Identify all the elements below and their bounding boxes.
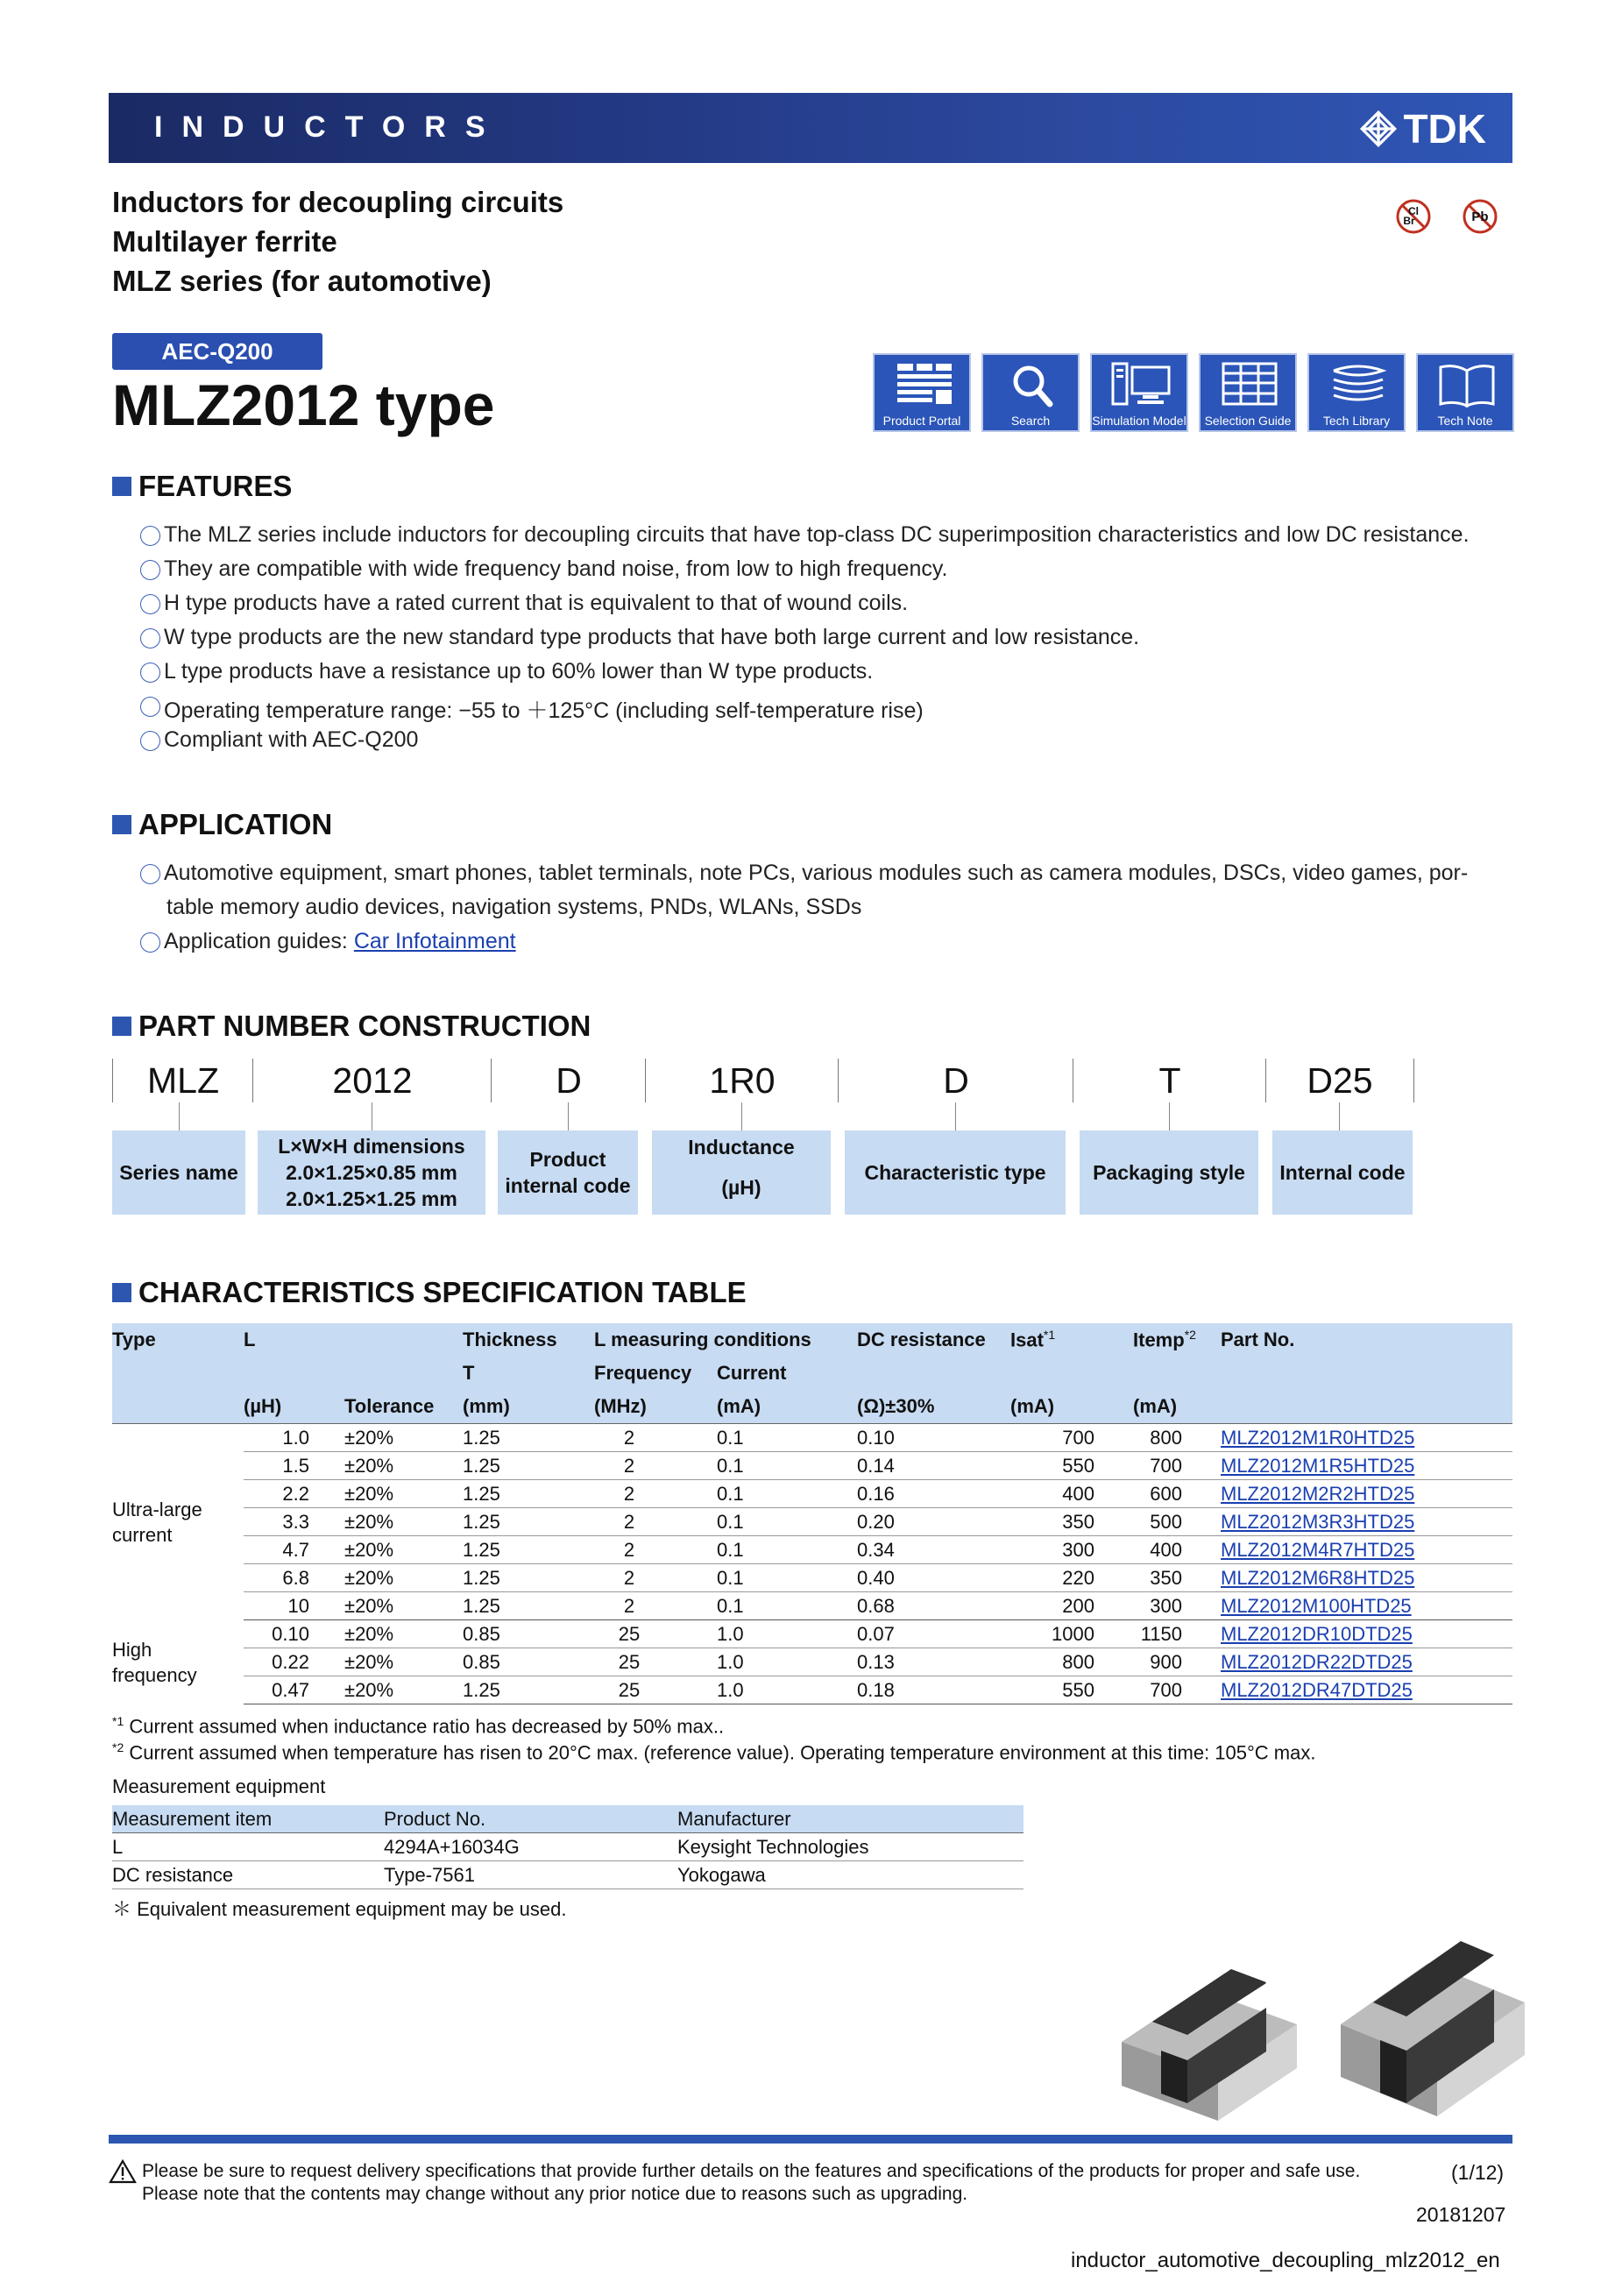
spec-table-heading-text: CHARACTERISTICS SPECIFICATION TABLE [138,1276,747,1308]
unit-mm: (mm) [463,1390,594,1424]
pn-connector [568,1102,569,1130]
cell-part-number [1221,1508,1512,1536]
pn-code-packaging: T [1073,1059,1266,1102]
cell-isat: 300 [1010,1536,1116,1564]
cell-inductance: 1.0 [244,1424,344,1452]
cell-current: 0.1 [717,1536,857,1564]
measurement-note: ＊ Equivalent measurement equipment may be used. [112,1898,567,1920]
product-portal-label: Product Portal [882,414,961,428]
circle-bullet-icon [140,628,160,648]
cell-dc-resistance: 0.16 [857,1480,1010,1508]
itemp-sup: *2 [1184,1328,1196,1343]
header-blank [857,1357,1010,1390]
cell-itemp: 600 [1116,1480,1221,1508]
selection-guide-label: Selection Guide [1204,414,1292,428]
application-text: Automotive equipment, smart phones, tablet terminals, note PCs, various modules such as camera modules, DSCs, video games, por- [164,861,1469,885]
header-blank [112,1357,244,1390]
cell-frequency: 2 [594,1452,717,1480]
footnote-text: Current assumed when inductance ratio has decreased by 50% max.. [129,1715,725,1738]
part-number-link[interactable]: MLZ2012M4R7HTD25 [1221,1538,1415,1561]
spec-body [112,1424,1512,1704]
header-isat [1010,1323,1116,1357]
cell-itemp: 500 [1116,1508,1221,1536]
cell-tolerance: ±20% [344,1620,463,1648]
m-product: 4294A+16034G [384,1833,677,1861]
book-icon [1435,360,1498,411]
cell-thickness: 1.25 [463,1508,594,1536]
cell-dc-resistance: 0.34 [857,1536,1010,1564]
cell-inductance: 0.10 [244,1620,344,1648]
cell-itemp: 400 [1116,1536,1221,1564]
cell-part-number [1221,1620,1512,1648]
pn-label-text: internal code [505,1174,631,1197]
pn-label-product [498,1130,638,1215]
feature-item [140,625,1139,650]
cell-tolerance: ±20% [344,1480,463,1508]
cell-thickness: 1.25 [463,1452,594,1480]
cell-frequency: 25 [594,1676,717,1704]
m-product: Type-7561 [384,1861,677,1889]
selection-guide-button[interactable] [1199,353,1297,432]
feature-text: Compliant with AEC-Q200 [164,727,419,752]
cell-current: 0.1 [717,1452,857,1480]
inductor-chip-images [1113,1937,1542,2129]
subtitle-2: Multilayer ferrite [112,225,337,258]
itemp-label: Itemp [1133,1329,1185,1351]
cell-isat: 220 [1010,1564,1116,1592]
chip-image-high [1341,1941,1525,2116]
type-group: Ultra-large current [112,1498,202,1546]
isat-sup: *1 [1043,1328,1056,1343]
part-number-link[interactable]: MLZ2012DR47DTD25 [1221,1678,1413,1701]
feature-text: Operating temperature range: −55 to ＋125°C (including self-temperature rise) [164,698,924,723]
header-lmc: L measuring conditions [594,1323,857,1357]
cell-isat: 1000 [1010,1620,1116,1648]
cell-dc-resistance: 0.13 [857,1648,1010,1676]
cell-isat: 550 [1010,1676,1116,1704]
feature-text: L type products have a resistance up to 60% lower than W type products. [164,659,874,684]
cell-dc-resistance: 0.14 [857,1452,1010,1480]
cell-tolerance: ±20% [344,1508,463,1536]
cell-frequency: 2 [594,1564,717,1592]
part-number-link[interactable]: MLZ2012M1R0HTD25 [1221,1426,1415,1449]
pn-label-text: Inductance [688,1136,795,1159]
cell-isat: 700 [1010,1424,1116,1452]
svg-text:Cl: Cl [1408,205,1419,217]
tdk-logo [1359,105,1486,152]
header-t: T [463,1357,594,1390]
cell-dc-resistance: 0.20 [857,1508,1010,1536]
cell-frequency: 2 [594,1508,717,1536]
m-manufacturer: Keysight Technologies [677,1833,1023,1861]
cell-current: 0.1 [717,1508,857,1536]
subtitle-1: Inductors for decoupling circuits [112,186,564,218]
part-number-link[interactable]: MLZ2012DR10DTD25 [1221,1622,1413,1645]
m-item: L [112,1833,384,1861]
application-heading-text: APPLICATION [138,808,333,840]
section-marker-icon [112,1017,131,1036]
pn-connector [179,1102,180,1130]
unit-blank [112,1390,244,1424]
cell-part-number [1221,1536,1512,1564]
cell-part-number [1221,1592,1512,1620]
part-number-link[interactable]: MLZ2012M1R5HTD25 [1221,1454,1415,1477]
circle-bullet-icon [140,526,160,546]
unit-isat: (mA) [1010,1390,1116,1424]
unit-tolerance: Tolerance [344,1390,463,1424]
cell-thickness: 1.25 [463,1676,594,1704]
feature-item [140,556,947,582]
pn-label-text: 2.0×1.25×1.25 mm [286,1187,457,1210]
m-header-product: Product No. [384,1805,677,1833]
cell-isat: 200 [1010,1592,1116,1620]
cell-itemp: 350 [1116,1564,1221,1592]
m-header-item: Measurement item [112,1805,384,1833]
unit-itemp: (mA) [1116,1390,1221,1424]
cell-frequency: 25 [594,1620,717,1648]
header-thickness: Thickness [463,1323,594,1357]
tdk-emblem-icon [1359,110,1398,148]
cell-itemp: 1150 [1116,1620,1221,1648]
part-number-link[interactable]: MLZ2012M3R3HTD25 [1221,1510,1415,1533]
pn-label-text: Internal code [1279,1161,1406,1184]
table-row [112,1861,1023,1889]
product-portal-button[interactable] [873,353,971,432]
simulation-model-button[interactable] [1090,353,1188,432]
cell-dc-resistance: 0.10 [857,1424,1010,1452]
cell-part-number [1221,1452,1512,1480]
measurement-table [112,1805,1023,1889]
section-marker-icon [112,477,131,496]
tdk-logo-text: TDK [1403,106,1486,152]
cell-tolerance: ±20% [344,1452,463,1480]
header-blank [244,1357,344,1390]
car-infotainment-link[interactable]: Car Infotainment [353,929,516,953]
search-label: Search [1010,414,1051,428]
cell-tolerance: ±20% [344,1676,463,1704]
footer-warning-2: Please note that the contents may change without any prior notice due to reasons such as upgrading. [142,2184,968,2204]
unit-ohm: (Ω)±30% [857,1390,1010,1424]
cell-inductance: 4.7 [244,1536,344,1564]
part-number-link[interactable]: MLZ2012M6R8HTD25 [1221,1566,1415,1589]
pn-label-text: Characteristic type [864,1161,1046,1184]
pn-connector [741,1102,742,1130]
header-part: Part No. [1221,1323,1512,1357]
table-row [112,1536,1512,1564]
type-group: High frequency [112,1638,197,1686]
circle-bullet-icon [140,731,160,751]
header-type: Type [112,1323,244,1357]
chip-image-low [1122,1969,1297,2121]
cell-dc-resistance: 0.18 [857,1676,1010,1704]
section-marker-icon [112,1283,131,1302]
feature-text: They are compatible with wide frequency band noise, from low to high frequency. [164,556,948,581]
application-item [140,861,1468,886]
cell-current: 1.0 [717,1648,857,1676]
table-row [112,1424,1512,1452]
document-date: 20181207 [1416,2203,1506,2226]
feature-text: H type products have a rated current that is equivalent to that of wound coils. [164,591,909,615]
cell-dc-resistance: 0.07 [857,1620,1010,1648]
cell-current: 0.1 [717,1480,857,1508]
section-marker-icon [112,815,131,834]
cell-tolerance: ±20% [344,1564,463,1592]
pn-label-text: Product [529,1148,606,1171]
part-number-heading-text: PART NUMBER CONSTRUCTION [138,1010,591,1042]
cell-isat: 550 [1010,1452,1116,1480]
unit-l: (µH) [244,1390,344,1424]
pn-code-dimensions: 2012 [252,1059,492,1102]
cell-inductance: 1.5 [244,1452,344,1480]
table-row [112,1564,1512,1592]
application-heading [112,808,332,841]
cell-part-number [1221,1676,1512,1704]
cell-inductance: 0.22 [244,1648,344,1676]
pn-label-inductance [652,1130,831,1215]
circle-bullet-icon [140,697,160,717]
measurement-header-row [112,1805,1023,1833]
pn-label-dimensions [258,1130,485,1215]
tech-note-button[interactable] [1416,353,1514,432]
subtitle-3: MLZ series (for automotive) [112,265,492,297]
cell-isat: 400 [1010,1480,1116,1508]
cell-frequency: 2 [594,1480,717,1508]
halogen-free-icon [1395,198,1432,235]
cell-thickness: 1.25 [463,1592,594,1620]
m-header-manufacturer: Manufacturer [677,1805,1023,1833]
cell-inductance: 0.47 [244,1676,344,1704]
cell-tolerance: ±20% [344,1424,463,1452]
cell-inductance: 10 [244,1592,344,1620]
section-title: INDUCTORS [154,110,505,144]
pn-connector [1169,1102,1170,1130]
header-blank [344,1357,463,1390]
cell-isat: 800 [1010,1648,1116,1676]
feature-item [140,522,1470,548]
header-current: Current [717,1357,857,1390]
feature-item [140,659,873,684]
table-row [112,1508,1512,1536]
pn-label-text: 2.0×1.25×0.85 mm [286,1161,457,1184]
cell-current: 0.1 [717,1424,857,1452]
cell-dc-resistance: 0.68 [857,1592,1010,1620]
spec-unit-row [112,1390,1512,1424]
page-title: MLZ2012 type [112,372,495,437]
cell-current: 0.1 [717,1564,857,1592]
feature-item [140,693,924,725]
pn-label-packaging [1080,1130,1258,1215]
pn-label-text: Series name [119,1161,238,1184]
circle-bullet-icon [140,864,160,884]
cell-thickness: 1.25 [463,1480,594,1508]
cell-itemp: 700 [1116,1676,1221,1704]
search-button[interactable] [981,353,1080,432]
pn-label-characteristic [845,1130,1066,1215]
grid-icon [1218,360,1281,411]
table-row [112,1452,1512,1480]
tech-note-label: Tech Note [1437,414,1493,428]
pn-connector [1339,1102,1340,1130]
page-number: (1/12) [1451,2161,1505,2184]
pn-connector [955,1102,956,1130]
part-number-heading [112,1010,591,1043]
cell-inductance: 2.2 [244,1480,344,1508]
header-blank [1221,1357,1512,1390]
application-guide [140,929,516,954]
cell-part-number [1221,1564,1512,1592]
application-guide-label: Application guides: [164,929,354,953]
feature-item [140,591,908,616]
feature-text: The MLZ series include inductors for decoupling circuits that have top-class DC superimposition characteristics and low DC resistance. [164,522,1470,547]
product-portal-icon [892,360,955,411]
spec-header-row [112,1357,1512,1390]
features-heading [112,470,292,503]
application-item-cont: table memory audio devices, navigation systems, PNDs, WLANs, SSDs [166,895,862,919]
pn-label-text: Packaging style [1093,1161,1245,1184]
pn-code-series: MLZ [112,1059,253,1102]
cell-itemp: 900 [1116,1648,1221,1676]
cell-frequency: 2 [594,1536,717,1564]
table-row [112,1620,1512,1648]
cell-part-number [1221,1424,1512,1452]
cell-current: 1.0 [717,1676,857,1704]
table-row [112,1676,1512,1704]
circle-bullet-icon [140,560,160,580]
m-item: DC resistance [112,1861,384,1889]
table-row [112,1648,1512,1676]
document-id: inductor_automotive_decoupling_mlz2012_en [1071,2249,1500,2272]
footer-bar [109,2135,1512,2144]
spec-table [112,1323,1512,1704]
cell-itemp: 700 [1116,1452,1221,1480]
m-manufacturer: Yokogawa [677,1861,1023,1889]
features-heading-text: FEATURES [138,470,293,502]
circle-bullet-icon [140,932,160,953]
spec-table-heading [112,1276,747,1309]
table-row [112,1833,1023,1861]
cell-part-number [1221,1480,1512,1508]
feature-item [140,727,418,753]
tech-library-label: Tech Library [1322,414,1391,428]
header-frequency: Frequency [594,1357,717,1390]
cell-inductance: 3.3 [244,1508,344,1536]
unit-ma: (mA) [717,1390,857,1424]
cell-frequency: 2 [594,1424,717,1452]
cell-thickness: 0.85 [463,1620,594,1648]
cell-inductance: 6.8 [244,1564,344,1592]
cell-thickness: 0.85 [463,1648,594,1676]
pn-label-internal [1272,1130,1413,1215]
aec-q200-badge: AEC-Q200 [112,333,322,370]
footnote-1 [112,1714,724,1738]
svg-text:Br: Br [1403,215,1415,227]
cell-current: 0.1 [717,1592,857,1620]
pn-label-text: (µH) [721,1176,761,1199]
cell-tolerance: ±20% [344,1648,463,1676]
unit-mhz: (MHz) [594,1390,717,1424]
cell-current: 1.0 [717,1620,857,1648]
part-number-link[interactable]: MLZ2012M2R2HTD25 [1221,1482,1415,1505]
pn-label-text: L×W×H dimensions [278,1135,465,1158]
header-l: L [244,1323,344,1357]
footer-warning-1: Please be sure to request delivery specifications that provide further details on the features and specifications of the products for proper and safe use. [142,2161,1361,2181]
footnote-mark: *1 [112,1714,124,1728]
stack-icon [1327,360,1390,411]
header-blank [1010,1357,1116,1390]
spec-header-row [112,1323,1512,1357]
cell-thickness: 1.25 [463,1424,594,1452]
pn-code-inductance: 1R0 [645,1059,839,1102]
cell-thickness: 1.25 [463,1536,594,1564]
cell-thickness: 1.25 [463,1564,594,1592]
warning-icon [109,2159,137,2184]
header-banner [109,93,1512,163]
cell-tolerance: ±20% [344,1536,463,1564]
feature-text: W type products are the new standard type products that have both large current and low resistance. [164,625,1140,649]
header-blank [344,1323,463,1357]
cell-tolerance: ±20% [344,1592,463,1620]
cell-itemp: 800 [1116,1424,1221,1452]
pn-code-product: D [491,1059,646,1102]
pn-label-series [112,1130,245,1215]
simulation-icon [1109,360,1172,411]
header-itemp [1116,1323,1221,1357]
tech-library-button[interactable] [1307,353,1406,432]
cell-frequency: 25 [594,1648,717,1676]
footnote-text: Current assumed when temperature has risen to 20°C max. (reference value). Operating temperature environment at this time: 105°C max. [129,1741,1316,1764]
isat-label: Isat [1010,1329,1044,1351]
table-row [112,1592,1512,1620]
search-icon [1001,360,1064,411]
cell-itemp: 300 [1116,1592,1221,1620]
header-blank [1116,1357,1221,1390]
cell-frequency: 2 [594,1592,717,1620]
simulation-model-label: Simulation Model [1092,414,1186,428]
measurement-caption: Measurement equipment [112,1775,326,1797]
cell-isat: 350 [1010,1508,1116,1536]
circle-bullet-icon [140,594,160,614]
table-row [112,1480,1512,1508]
header-dcr: DC resistance [857,1323,1010,1357]
svg-text:Pb: Pb [1471,209,1489,224]
lead-free-icon [1462,198,1498,235]
pn-code-internal: D25 [1265,1059,1414,1102]
cell-part-number [1221,1648,1512,1676]
circle-bullet-icon [140,663,160,683]
cell-dc-resistance: 0.40 [857,1564,1010,1592]
part-number-link[interactable]: MLZ2012DR22DTD25 [1221,1650,1413,1673]
part-number-link[interactable]: MLZ2012M100HTD25 [1221,1594,1412,1617]
unit-blank [1221,1390,1512,1424]
pn-code-characteristic: D [838,1059,1073,1102]
footnote-2 [112,1740,1315,1764]
footnote-mark: *2 [112,1740,124,1754]
